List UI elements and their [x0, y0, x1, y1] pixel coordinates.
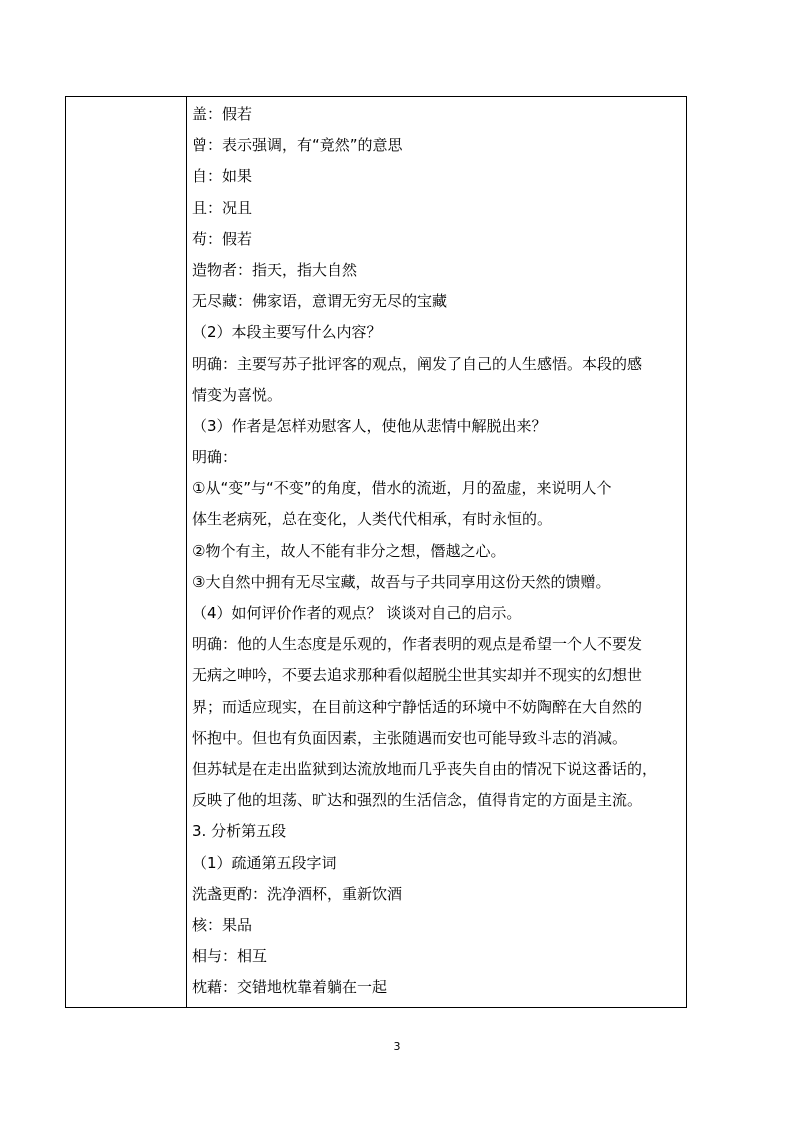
section-heading: 3. 分析第五段 [192, 822, 287, 841]
text-line: 体生老病死，总在变化，人类代代相承，有时永恒的。 [192, 510, 553, 529]
text-line: 明确：他的人生态度是乐观的，作者表明的观点是希望一个人不要发 [192, 635, 643, 654]
table-right-column [187, 97, 686, 1007]
text-line: 无病之呻吟，不要去追求那种看似超脱尘世其实却并不现实的幻想世 [192, 666, 643, 685]
text-line: 界；而适应现实，在目前这种宁静恬适的环境中不妨陶醉在大自然的 [192, 697, 643, 716]
text-line: 洗盏更酌：洗净酒杯，重新饮酒 [192, 884, 403, 903]
text-line: 但苏轼是在走出监狱到达流放地而几乎丧失自由的情况下说这番话的， [192, 759, 658, 778]
text-line: 曾：表示强调，有“竟然”的意思 [192, 136, 403, 155]
text-line: 反映了他的坦荡、旷达和强烈的生活信念，值得肯定的方面是主流。 [192, 791, 643, 810]
question-line: （1）疏通第五段字词 [192, 853, 337, 872]
text-line: 且：况且 [192, 198, 253, 217]
text-line: ②物个有主，故人不能有非分之想，僭越之心。 [192, 541, 506, 560]
text-line: 明确：主要写苏子批评客的观点，阐发了自己的人生感悟。本段的感 [192, 354, 643, 373]
question-line: （4）如何评价作者的观点？ 谈谈对自己的启示。 [192, 604, 522, 622]
question-line: （2）本段主要写什么内容？ [192, 323, 382, 342]
text-line: 苟：假若 [192, 229, 253, 248]
text-line: 造物者：指天，指大自然 [192, 260, 358, 279]
content-table [65, 96, 687, 1008]
text-line: ①从“变”与“不变”的角度，借水的流逝，月的盈虚，来说明人个 [192, 479, 612, 498]
table-left-column [66, 97, 187, 1007]
text-line: 核：果品 [192, 915, 253, 934]
text-line: 怀抱中。但也有负面因素，主张随遇而安也可能导致斗志的消减。 [192, 728, 628, 747]
text-line: 枕藉：交错地枕靠着躺在一起 [192, 978, 388, 997]
text-line: 情变为喜悦。 [192, 385, 283, 404]
text-line: ③大自然中拥有无尽宝藏，故吾与子共同享用这份天然的馈赠。 [192, 572, 611, 591]
text-line: 自：如果 [192, 167, 253, 186]
question-line: （3）作者是怎样劝慰客人，使他从悲情中解脱出来？ [192, 416, 547, 435]
text-line: 无尽藏：佛家语，意谓无穷无尽的宝藏 [192, 292, 448, 311]
text-line: 盖：假若 [192, 105, 253, 123]
text-line: 相与：相互 [192, 947, 268, 966]
text-line: 明确： [192, 448, 238, 467]
page-number: 3 [393, 1040, 401, 1053]
